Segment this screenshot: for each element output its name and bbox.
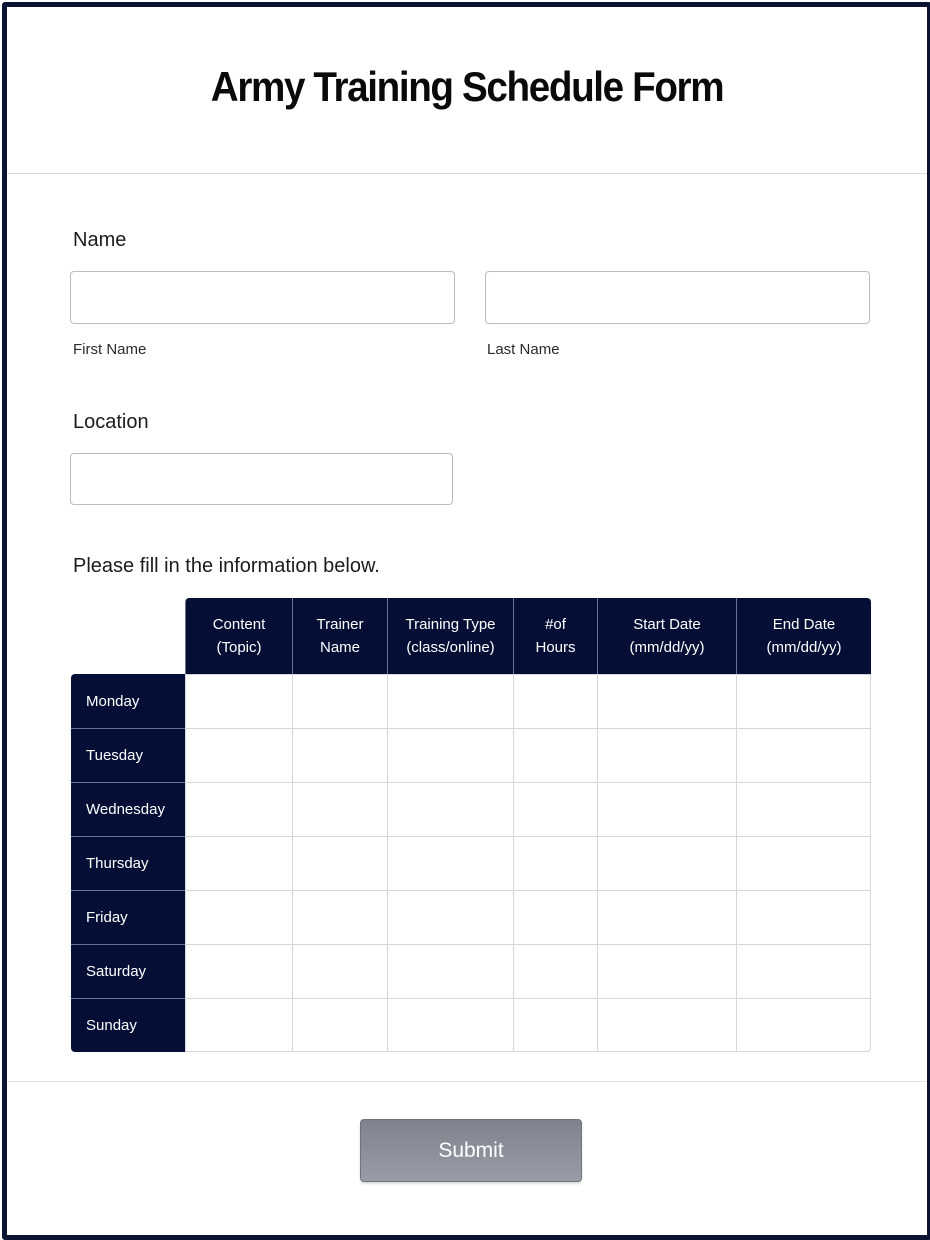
col-header-training-type-line2: (class/online) (406, 639, 495, 656)
row-header-wednesday: Wednesday (71, 782, 185, 836)
col-header-trainer (292, 598, 387, 674)
cell-input-friday-hours[interactable] (514, 891, 597, 944)
schedule-row-friday (71, 890, 871, 944)
cell-sunday-content[interactable] (185, 998, 292, 1052)
cell-monday-hours[interactable] (513, 674, 597, 728)
col-header-content (185, 598, 292, 674)
cell-monday-training-type[interactable] (387, 674, 513, 728)
schedule-row-sunday (71, 998, 871, 1052)
cell-input-monday-end-date[interactable] (737, 675, 870, 728)
col-header-content-line1: Content (212, 616, 266, 633)
col-header-hours-line1: #of (545, 616, 566, 633)
col-header-training-type (387, 598, 513, 674)
cell-input-saturday-content[interactable] (186, 945, 292, 998)
schedule-instruction: Please fill in the information below. (73, 555, 380, 577)
cell-input-saturday-training-type[interactable] (388, 945, 513, 998)
cell-input-monday-content[interactable] (186, 675, 292, 728)
cell-saturday-hours[interactable] (513, 944, 597, 998)
cell-input-monday-start-date[interactable] (598, 675, 736, 728)
cell-monday-trainer[interactable] (292, 674, 387, 728)
cell-input-tuesday-content[interactable] (186, 729, 292, 782)
col-header-hours-line2: Hours (535, 639, 576, 656)
cell-thursday-start-date[interactable] (597, 836, 736, 890)
cell-input-friday-start-date[interactable] (598, 891, 736, 944)
col-header-end-date (736, 598, 871, 674)
cell-tuesday-hours[interactable] (513, 728, 597, 782)
cell-input-sunday-end-date[interactable] (737, 999, 870, 1051)
location-input[interactable] (70, 453, 453, 505)
cell-input-monday-hours[interactable] (514, 675, 597, 728)
cell-input-tuesday-training-type[interactable] (388, 729, 513, 782)
col-header-training-type-line1: Training Type (405, 616, 496, 633)
cell-tuesday-start-date[interactable] (597, 728, 736, 782)
cell-sunday-end-date[interactable] (736, 998, 871, 1052)
cell-input-friday-end-date[interactable] (737, 891, 870, 944)
cell-friday-hours[interactable] (513, 890, 597, 944)
cell-input-tuesday-end-date[interactable] (737, 729, 870, 782)
cell-input-sunday-content[interactable] (186, 999, 292, 1051)
cell-input-thursday-trainer[interactable] (293, 837, 387, 890)
schedule-row-wednesday (71, 782, 871, 836)
cell-friday-trainer[interactable] (292, 890, 387, 944)
schedule-row-thursday (71, 836, 871, 890)
cell-friday-end-date[interactable] (736, 890, 871, 944)
cell-input-wednesday-training-type[interactable] (388, 783, 513, 836)
col-header-end-date-line1: End Date (772, 616, 836, 633)
cell-saturday-start-date[interactable] (597, 944, 736, 998)
cell-monday-start-date[interactable] (597, 674, 736, 728)
col-header-end-date-line2: (mm/dd/yy) (766, 639, 842, 656)
col-header-start-date (597, 598, 736, 674)
cell-input-tuesday-start-date[interactable] (598, 729, 736, 782)
first-name-input[interactable] (70, 271, 455, 324)
cell-input-sunday-trainer[interactable] (293, 999, 387, 1051)
cell-sunday-trainer[interactable] (292, 998, 387, 1052)
cell-saturday-end-date[interactable] (736, 944, 871, 998)
cell-input-sunday-start-date[interactable] (598, 999, 736, 1051)
last-name-sublabel: Last Name (487, 341, 560, 358)
cell-input-thursday-hours[interactable] (514, 837, 597, 890)
cell-input-thursday-training-type[interactable] (388, 837, 513, 890)
cell-wednesday-end-date[interactable] (736, 782, 871, 836)
form-title: Army Training Schedule Form (210, 63, 724, 110)
col-header-trainer-line1: Trainer (316, 616, 364, 633)
cell-input-thursday-end-date[interactable] (737, 837, 870, 890)
cell-input-wednesday-trainer[interactable] (293, 783, 387, 836)
cell-sunday-start-date[interactable] (597, 998, 736, 1052)
cell-wednesday-content[interactable] (185, 782, 292, 836)
cell-input-monday-trainer[interactable] (293, 675, 387, 728)
cell-input-friday-training-type[interactable] (388, 891, 513, 944)
submit-button[interactable]: Submit (360, 1119, 582, 1182)
cell-input-friday-content[interactable] (186, 891, 292, 944)
schedule-row-tuesday (71, 728, 871, 782)
cell-friday-training-type[interactable] (387, 890, 513, 944)
schedule-row-saturday (71, 944, 871, 998)
last-name-input[interactable] (485, 271, 870, 324)
cell-saturday-trainer[interactable] (292, 944, 387, 998)
schedule-row-monday (71, 674, 871, 728)
cell-input-thursday-content[interactable] (186, 837, 292, 890)
cell-monday-end-date[interactable] (736, 674, 871, 728)
cell-input-wednesday-content[interactable] (186, 783, 292, 836)
col-header-content-line2: (Topic) (216, 639, 262, 656)
cell-thursday-trainer[interactable] (292, 836, 387, 890)
cell-thursday-hours[interactable] (513, 836, 597, 890)
cell-input-wednesday-hours[interactable] (514, 783, 597, 836)
cell-saturday-content[interactable] (185, 944, 292, 998)
cell-input-sunday-training-type[interactable] (388, 999, 513, 1051)
cell-wednesday-trainer[interactable] (292, 782, 387, 836)
cell-wednesday-hours[interactable] (513, 782, 597, 836)
cell-input-saturday-trainer[interactable] (293, 945, 387, 998)
cell-thursday-training-type[interactable] (387, 836, 513, 890)
schedule-header-row (71, 598, 871, 674)
cell-wednesday-start-date[interactable] (597, 782, 736, 836)
cell-input-thursday-start-date[interactable] (598, 837, 736, 890)
cell-input-saturday-start-date[interactable] (598, 945, 736, 998)
first-name-sublabel: First Name (73, 341, 147, 358)
cell-input-saturday-end-date[interactable] (737, 945, 870, 998)
cell-input-tuesday-trainer[interactable] (293, 729, 387, 782)
cell-wednesday-training-type[interactable] (387, 782, 513, 836)
cell-tuesday-end-date[interactable] (736, 728, 871, 782)
col-header-start-date-line1: Start Date (633, 616, 701, 633)
cell-sunday-training-type[interactable] (387, 998, 513, 1052)
row-header-tuesday: Tuesday (71, 728, 185, 782)
location-label: Location (73, 411, 149, 433)
cell-input-monday-training-type[interactable] (388, 675, 513, 728)
row-header-saturday: Saturday (71, 944, 185, 998)
cell-friday-content[interactable] (185, 890, 292, 944)
col-header-start-date-line2: (mm/dd/yy) (629, 639, 705, 656)
footer-divider (7, 1081, 927, 1082)
cell-input-tuesday-hours[interactable] (514, 729, 597, 782)
cell-input-wednesday-start-date[interactable] (598, 783, 736, 836)
form-header (7, 7, 927, 174)
schedule-body (71, 674, 871, 1052)
cell-thursday-content[interactable] (185, 836, 292, 890)
cell-tuesday-content[interactable] (185, 728, 292, 782)
form-frame (2, 2, 930, 1240)
cell-input-wednesday-end-date[interactable] (737, 783, 870, 836)
col-header-hours (513, 598, 597, 674)
cell-friday-start-date[interactable] (597, 890, 736, 944)
cell-input-saturday-hours[interactable] (514, 945, 597, 998)
row-header-thursday: Thursday (71, 836, 185, 890)
cell-tuesday-training-type[interactable] (387, 728, 513, 782)
cell-tuesday-trainer[interactable] (292, 728, 387, 782)
name-label: Name (73, 229, 127, 251)
cell-input-friday-trainer[interactable] (293, 891, 387, 944)
cell-input-sunday-hours[interactable] (514, 999, 597, 1051)
cell-monday-content[interactable] (185, 674, 292, 728)
row-header-sunday: Sunday (71, 998, 185, 1052)
schedule-corner (71, 598, 185, 674)
row-header-friday: Friday (71, 890, 185, 944)
cell-sunday-hours[interactable] (513, 998, 597, 1052)
schedule-table (71, 598, 871, 1052)
cell-saturday-training-type[interactable] (387, 944, 513, 998)
col-header-trainer-line2: Name (319, 639, 360, 656)
cell-thursday-end-date[interactable] (736, 836, 871, 890)
row-header-monday: Monday (71, 674, 185, 728)
